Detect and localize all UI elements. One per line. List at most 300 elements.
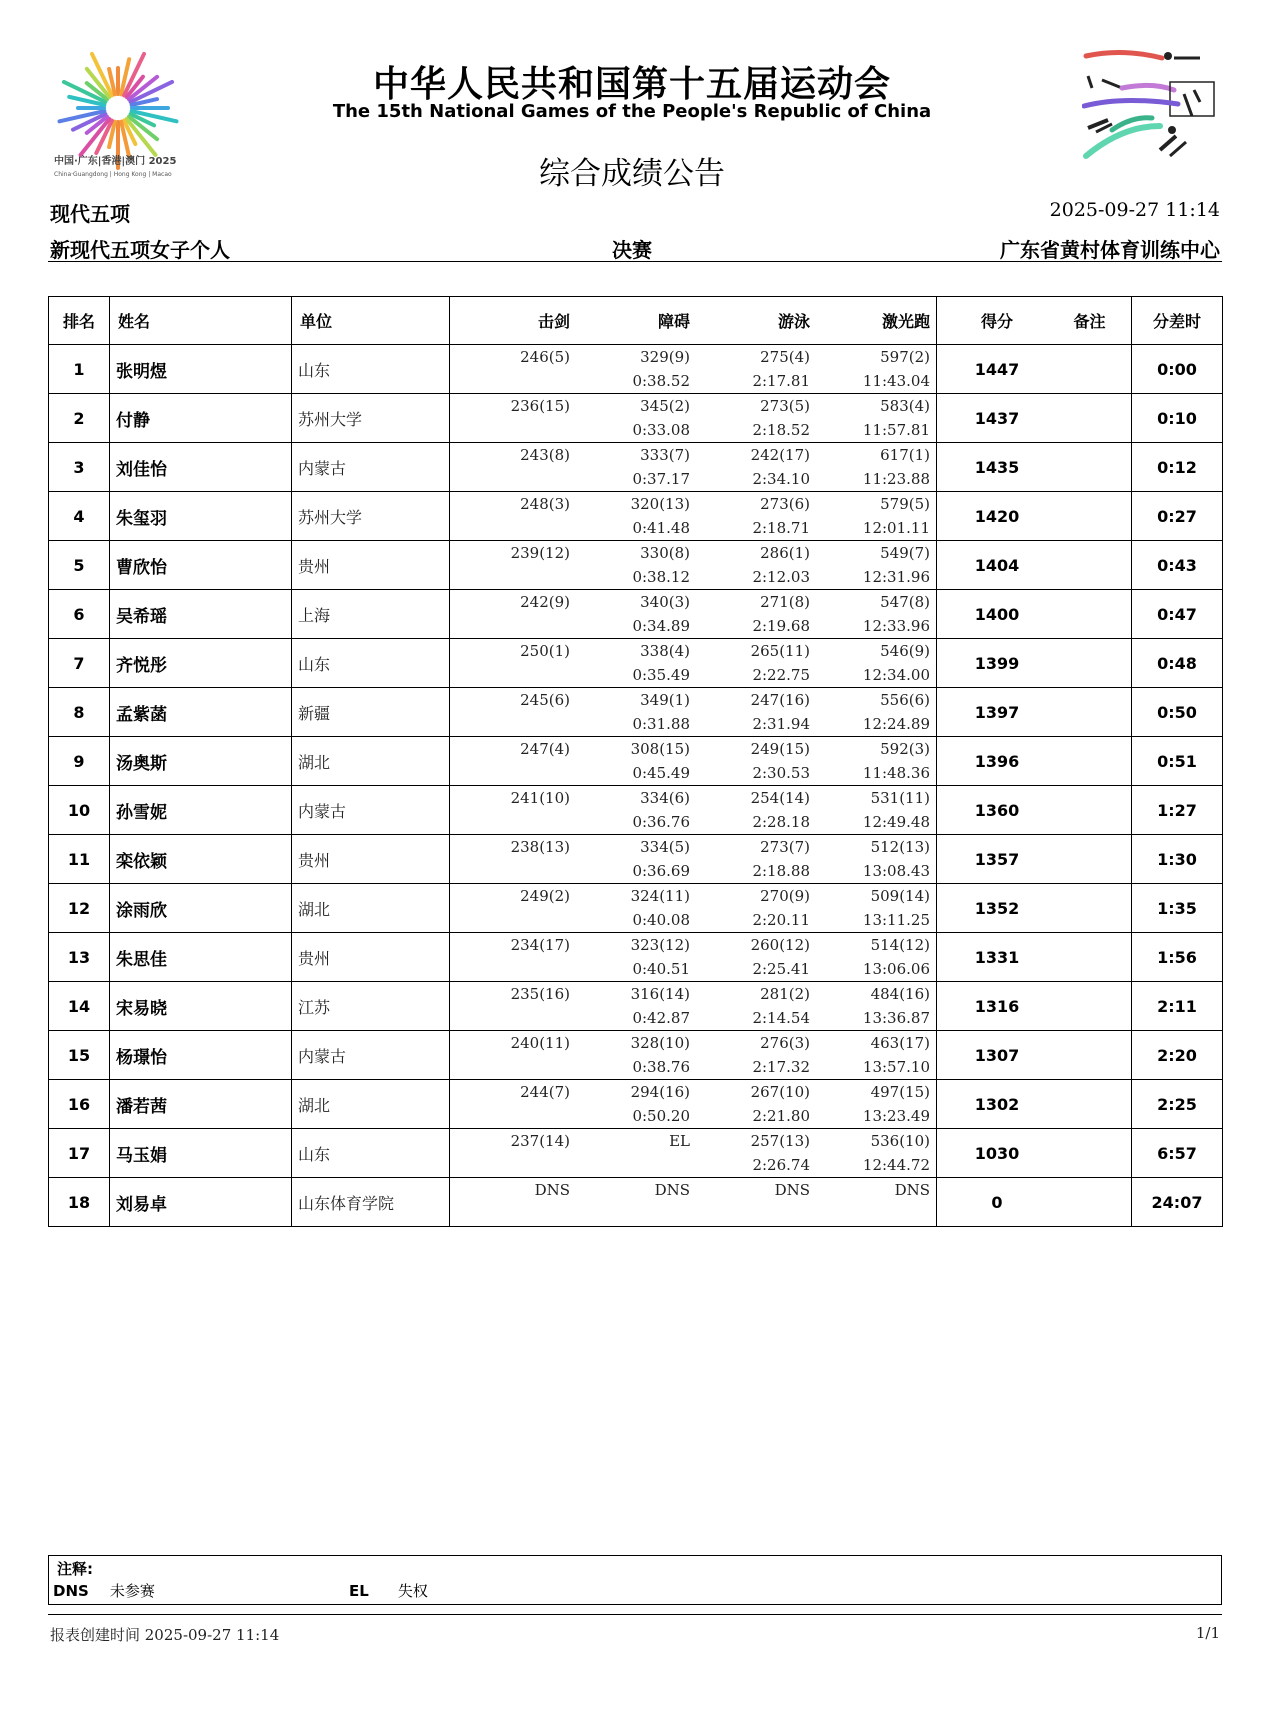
rank-cell: 17 — [49, 1129, 110, 1178]
swim-time — [690, 1202, 810, 1226]
swim-score — [690, 394, 810, 442]
laser-run-points: 617(1) — [880, 446, 930, 464]
laser-run-time: 12:33.96 — [862, 617, 930, 635]
remark — [1057, 458, 1122, 477]
time-gap: 6:57 — [1132, 1129, 1223, 1178]
discipline-scores — [450, 786, 937, 835]
laser-run-time: 12:44.72 — [862, 1156, 930, 1174]
obstacle-score — [570, 492, 690, 540]
swim-score — [690, 786, 810, 834]
total-points: 1357 — [974, 849, 1020, 869]
remark — [1057, 654, 1122, 673]
event-name: 新现代五项女子个人 — [50, 238, 230, 262]
laser-run-points: 484(16) — [870, 985, 930, 1003]
swim-time: 2:31.94 — [752, 715, 810, 733]
obstacle-score — [570, 688, 690, 736]
laser-run-points: 597(2) — [880, 348, 930, 366]
discipline-scores — [450, 1080, 937, 1129]
swim-time: 2:34.10 — [752, 470, 810, 488]
athlete-name: 栾依颖 — [110, 835, 292, 884]
swim-time: 2:14.54 — [752, 1009, 810, 1027]
time-gap: 0:12 — [1132, 443, 1223, 492]
obstacle-score — [570, 443, 690, 491]
laser-run-time: 12:49.48 — [862, 813, 930, 831]
notes-box — [48, 1555, 1222, 1605]
obstacle-score — [570, 639, 690, 687]
table-row — [49, 394, 1223, 443]
obstacle-time: 0:37.17 — [632, 470, 690, 488]
rank-cell: 12 — [49, 884, 110, 933]
laser-run-score — [810, 1178, 930, 1226]
time-gap: 0:51 — [1132, 737, 1223, 786]
obstacle-points: 340(3) — [640, 593, 690, 611]
total-points: 1404 — [974, 555, 1020, 575]
athlete-unit: 江苏 — [292, 982, 450, 1031]
rank-cell: 18 — [49, 1178, 110, 1227]
laser-run-time: 13:57.10 — [862, 1058, 930, 1076]
swim-time: 2:22.75 — [752, 666, 810, 684]
laser-run-time: 12:01.11 — [862, 519, 930, 537]
swim-points: 275(4) — [760, 348, 810, 366]
total-points: 1307 — [974, 1045, 1020, 1065]
laser-run-score — [810, 1080, 930, 1128]
laser-run-points: 547(8) — [880, 593, 930, 611]
total-points: 1420 — [974, 506, 1020, 526]
swim-points: 273(7) — [760, 838, 810, 856]
fencing-points: 244(7) — [520, 1083, 570, 1101]
obstacle-points: 334(6) — [640, 789, 690, 807]
athlete-name: 潘若茜 — [110, 1080, 292, 1129]
swim-points: 254(14) — [750, 789, 810, 807]
fencing-score — [450, 933, 570, 981]
fencing-score — [450, 345, 570, 393]
obstacle-points: 320(13) — [630, 495, 690, 513]
remark — [1057, 507, 1122, 526]
points-remark-cell — [937, 639, 1132, 688]
swim-points: 270(9) — [760, 887, 810, 905]
table-row — [49, 884, 1223, 933]
table-row — [49, 688, 1223, 737]
points-remark-cell — [937, 786, 1132, 835]
laser-run-points: 536(10) — [870, 1132, 930, 1150]
obstacle-time: 0:42.87 — [632, 1009, 690, 1027]
fencing-points: 248(3) — [520, 495, 570, 513]
swim-points: 271(8) — [760, 593, 810, 611]
fencing-score — [450, 443, 570, 491]
remark — [1057, 997, 1122, 1016]
remark — [1057, 752, 1122, 771]
swim-points: 276(3) — [760, 1034, 810, 1052]
discipline-scores — [450, 345, 937, 394]
swim-time: 2:18.71 — [752, 519, 810, 537]
time-gap: 0:47 — [1132, 590, 1223, 639]
table-row — [49, 1080, 1223, 1129]
table-row — [49, 541, 1223, 590]
fencing-score — [450, 1129, 570, 1177]
remark — [1057, 605, 1122, 624]
games-title-cn: 中华人民共和国第十五届运动会 — [372, 64, 891, 105]
time-gap: 1:27 — [1132, 786, 1223, 835]
points-remark-cell — [937, 1129, 1132, 1178]
athlete-name: 朱玺羽 — [110, 492, 292, 541]
athlete-unit: 苏州大学 — [292, 394, 450, 443]
obstacle-score — [570, 541, 690, 589]
laser-run-points: 514(12) — [870, 936, 930, 954]
laser-run-score — [810, 1129, 930, 1177]
swim-score — [690, 933, 810, 981]
athlete-name: 孙雪妮 — [110, 786, 292, 835]
laser-run-points: DNS — [894, 1181, 930, 1199]
time-gap: 2:11 — [1132, 982, 1223, 1031]
fencing-score — [450, 639, 570, 687]
obstacle-time: 0:45.49 — [632, 764, 690, 782]
fencing-points: 247(4) — [520, 740, 570, 758]
note-item-dns — [53, 1580, 155, 1601]
obstacle-points: 333(7) — [640, 446, 690, 464]
note-item-el — [349, 1580, 428, 1601]
col-header-rank: 排名 — [49, 297, 110, 345]
swim-score — [690, 884, 810, 932]
laser-run-score — [810, 835, 930, 883]
rank-cell: 3 — [49, 443, 110, 492]
col-header-points-remark — [937, 297, 1132, 345]
points-remark-cell — [937, 1031, 1132, 1080]
time-gap: 1:30 — [1132, 835, 1223, 884]
table-row — [49, 590, 1223, 639]
swim-time: 2:19.68 — [752, 617, 810, 635]
fencing-score — [450, 982, 570, 1030]
rank-cell: 6 — [49, 590, 110, 639]
discipline-scores — [450, 394, 937, 443]
laser-run-score — [810, 1031, 930, 1079]
fencing-score — [450, 786, 570, 834]
table-row — [49, 982, 1223, 1031]
swim-points: 260(12) — [750, 936, 810, 954]
logo-text: 中国·广东|香港|澳门 2025 — [54, 156, 177, 167]
laser-run-points: 509(14) — [870, 887, 930, 905]
laser-run-points: 512(13) — [870, 838, 930, 856]
athlete-unit: 内蒙古 — [292, 786, 450, 835]
logo-subtext: China·Guangdong | Hong Kong | Macao — [54, 171, 172, 178]
athlete-unit: 苏州大学 — [292, 492, 450, 541]
points-remark-cell — [937, 982, 1132, 1031]
obstacle-time — [570, 1202, 690, 1226]
swim-score — [690, 1129, 810, 1177]
obstacle-time: 0:38.76 — [632, 1058, 690, 1076]
laser-run-points: 463(17) — [870, 1034, 930, 1052]
swim-points: 273(5) — [760, 397, 810, 415]
col-header-unit: 单位 — [292, 297, 450, 345]
total-points: 1400 — [974, 604, 1020, 624]
total-points: 1302 — [974, 1094, 1020, 1114]
points-remark-cell — [937, 1178, 1132, 1227]
report-title: 综合成绩公告 — [539, 156, 725, 192]
discipline-scores — [450, 1178, 937, 1227]
swim-score — [690, 443, 810, 491]
col-header-obstacle: 障碍 — [657, 312, 690, 331]
laser-run-time: 13:36.87 — [862, 1009, 930, 1027]
total-points: 1030 — [974, 1143, 1020, 1163]
points-remark-cell — [937, 345, 1132, 394]
points-remark-cell — [937, 1080, 1132, 1129]
remark — [1057, 850, 1122, 869]
time-gap: 2:25 — [1132, 1080, 1223, 1129]
rank-cell: 15 — [49, 1031, 110, 1080]
fencing-score — [450, 835, 570, 883]
table-row — [49, 786, 1223, 835]
athlete-unit: 山东 — [292, 345, 450, 394]
obstacle-time: 0:33.08 — [632, 421, 690, 439]
athlete-name: 曹欣怡 — [110, 541, 292, 590]
total-points: 0 — [991, 1192, 1003, 1212]
points-remark-cell — [937, 590, 1132, 639]
swim-score — [690, 1178, 810, 1226]
laser-run-time: 13:11.25 — [862, 911, 930, 929]
laser-run-time — [810, 1202, 930, 1226]
discipline-scores — [450, 688, 937, 737]
rank-cell: 9 — [49, 737, 110, 786]
obstacle-time: 0:38.52 — [632, 372, 690, 390]
note-code: EL — [349, 1582, 369, 1600]
swim-points: DNS — [774, 1181, 810, 1199]
discipline-scores — [450, 492, 937, 541]
discipline-scores — [450, 884, 937, 933]
footer-divider — [48, 1614, 1222, 1615]
obstacle-points: 345(2) — [640, 397, 690, 415]
laser-run-score — [810, 492, 930, 540]
swim-time: 2:18.88 — [752, 862, 810, 880]
athlete-name: 孟紫菡 — [110, 688, 292, 737]
remark — [1057, 556, 1122, 575]
discipline-scores — [450, 443, 937, 492]
total-points: 1331 — [974, 947, 1020, 967]
obstacle-score — [570, 345, 690, 393]
athlete-unit: 山东 — [292, 639, 450, 688]
total-points: 1397 — [974, 702, 1020, 722]
table-row — [49, 933, 1223, 982]
laser-run-points: 556(6) — [880, 691, 930, 709]
swim-points: 273(6) — [760, 495, 810, 513]
points-remark-cell — [937, 835, 1132, 884]
obstacle-points: 328(10) — [630, 1034, 690, 1052]
obstacle-score — [570, 982, 690, 1030]
notes-title: 注释: — [57, 1560, 93, 1578]
table-row — [49, 1178, 1223, 1227]
obstacle-time: 0:35.49 — [632, 666, 690, 684]
total-points: 1396 — [974, 751, 1020, 771]
fencing-points: 245(6) — [520, 691, 570, 709]
obstacle-points: DNS — [654, 1181, 690, 1199]
swim-score — [690, 639, 810, 687]
swim-points: 242(17) — [750, 446, 810, 464]
obstacle-points: 330(8) — [640, 544, 690, 562]
swim-points: 267(10) — [750, 1083, 810, 1101]
obstacle-score — [570, 590, 690, 638]
fencing-points: 236(15) — [510, 397, 570, 415]
note-code: DNS — [53, 1582, 89, 1600]
fencing-score — [450, 1031, 570, 1079]
obstacle-time: 0:50.20 — [632, 1107, 690, 1125]
obstacle-score — [570, 1129, 690, 1177]
obstacle-score — [570, 737, 690, 785]
swim-points: 265(11) — [750, 642, 810, 660]
swim-time: 2:18.52 — [752, 421, 810, 439]
report-datetime: 2025-09-27 11:14 — [1049, 199, 1220, 221]
header-divider — [48, 261, 1222, 262]
col-header-fencing: 击剑 — [537, 312, 570, 331]
swim-score — [690, 590, 810, 638]
obstacle-points: 338(4) — [640, 642, 690, 660]
obstacle-score — [570, 884, 690, 932]
swim-points: 249(15) — [750, 740, 810, 758]
athlete-name: 汤奥斯 — [110, 737, 292, 786]
points-remark-cell — [937, 394, 1132, 443]
athlete-unit: 内蒙古 — [292, 1031, 450, 1080]
discipline-scores — [450, 835, 937, 884]
remark — [1057, 899, 1122, 918]
obstacle-score — [570, 933, 690, 981]
note-desc: 失权 — [397, 1582, 428, 1600]
event-phase: 决赛 — [612, 238, 652, 262]
table-row — [49, 1129, 1223, 1178]
remark — [1057, 360, 1122, 379]
points-remark-cell — [937, 492, 1132, 541]
rank-cell: 2 — [49, 394, 110, 443]
fencing-score — [450, 737, 570, 785]
discipline-scores — [450, 541, 937, 590]
athlete-name: 吴希瑶 — [110, 590, 292, 639]
swim-score — [690, 1031, 810, 1079]
time-gap: 2:20 — [1132, 1031, 1223, 1080]
swim-points: 257(13) — [750, 1132, 810, 1150]
swim-score — [690, 737, 810, 785]
athlete-unit: 山东 — [292, 1129, 450, 1178]
swim-points: 247(16) — [750, 691, 810, 709]
total-points: 1316 — [974, 996, 1020, 1016]
laser-run-time: 11:57.81 — [862, 421, 930, 439]
total-points: 1399 — [974, 653, 1020, 673]
obstacle-points: 324(11) — [630, 887, 690, 905]
fencing-points: 239(12) — [510, 544, 570, 562]
swim-score — [690, 1080, 810, 1128]
swim-score — [690, 541, 810, 589]
swim-points: 281(2) — [760, 985, 810, 1003]
laser-run-score — [810, 786, 930, 834]
laser-run-score — [810, 737, 930, 785]
rank-cell: 4 — [49, 492, 110, 541]
time-gap: 24:07 — [1132, 1178, 1223, 1227]
fencing-points: 238(13) — [510, 838, 570, 856]
obstacle-time: 0:36.69 — [632, 862, 690, 880]
remark — [1057, 801, 1122, 820]
rank-cell: 8 — [49, 688, 110, 737]
athlete-unit: 山东体育学院 — [292, 1178, 450, 1227]
swim-time: 2:28.18 — [752, 813, 810, 831]
obstacle-score — [570, 394, 690, 442]
obstacle-time: 0:40.51 — [632, 960, 690, 978]
col-header-gap: 分差时 — [1132, 297, 1223, 345]
time-gap: 1:56 — [1132, 933, 1223, 982]
discipline-scores — [450, 737, 937, 786]
footer-created-time: 报表创建时间 2025-09-27 11:14 — [50, 1626, 280, 1644]
laser-run-time: 11:43.04 — [862, 372, 930, 390]
fencing-points: 246(5) — [520, 348, 570, 366]
laser-run-points: 546(9) — [880, 642, 930, 660]
obstacle-time: 0:34.89 — [632, 617, 690, 635]
athlete-name: 付静 — [110, 394, 292, 443]
games-title-en: The 15th National Games of the People's Republic of China — [332, 101, 932, 122]
col-header-name: 姓名 — [110, 297, 292, 345]
points-remark-cell — [937, 443, 1132, 492]
fencing-points: 243(8) — [520, 446, 570, 464]
rank-cell: 14 — [49, 982, 110, 1031]
laser-run-time: 12:24.89 — [862, 715, 930, 733]
athlete-unit: 新疆 — [292, 688, 450, 737]
laser-run-time: 12:34.00 — [862, 666, 930, 684]
points-remark-cell — [937, 737, 1132, 786]
laser-run-score — [810, 345, 930, 393]
laser-run-points: 497(15) — [870, 1083, 930, 1101]
venue-name: 广东省黄村体育训练中心 — [1000, 238, 1220, 262]
remark — [1057, 409, 1122, 428]
obstacle-points: 334(5) — [640, 838, 690, 856]
rank-cell: 10 — [49, 786, 110, 835]
obstacle-score — [570, 786, 690, 834]
laser-run-score — [810, 590, 930, 638]
fencing-points: 234(17) — [510, 936, 570, 954]
laser-run-points: 579(5) — [880, 495, 930, 513]
athlete-name: 刘佳怡 — [110, 443, 292, 492]
laser-run-score — [810, 541, 930, 589]
obstacle-time: 0:38.12 — [632, 568, 690, 586]
points-remark-cell — [937, 884, 1132, 933]
discipline-scores — [450, 982, 937, 1031]
obstacle-time — [570, 1153, 690, 1177]
table-header-row — [49, 297, 1223, 345]
athlete-name: 宋易晓 — [110, 982, 292, 1031]
athlete-unit: 湖北 — [292, 1080, 450, 1129]
obstacle-score — [570, 1031, 690, 1079]
athlete-name: 杨璟怡 — [110, 1031, 292, 1080]
swim-time: 2:17.81 — [752, 372, 810, 390]
fencing-points: 241(10) — [510, 789, 570, 807]
fencing-score — [450, 1080, 570, 1128]
fencing-points: 250(1) — [520, 642, 570, 660]
remark — [1057, 1046, 1122, 1065]
fencing-score — [450, 492, 570, 540]
obstacle-score — [570, 1178, 690, 1226]
remark — [1057, 703, 1122, 722]
swim-time: 2:21.80 — [752, 1107, 810, 1125]
laser-run-time: 11:48.36 — [862, 764, 930, 782]
time-gap: 0:00 — [1132, 345, 1223, 394]
note-desc: 未参赛 — [109, 1582, 155, 1600]
obstacle-time: 0:40.08 — [632, 911, 690, 929]
fencing-score — [450, 884, 570, 932]
athlete-name: 张明煜 — [110, 345, 292, 394]
laser-run-score — [810, 639, 930, 687]
remark — [1057, 1144, 1122, 1163]
obstacle-points: 294(16) — [630, 1083, 690, 1101]
laser-run-score — [810, 982, 930, 1030]
table-row — [49, 443, 1223, 492]
laser-run-score — [810, 688, 930, 736]
swim-time: 2:12.03 — [752, 568, 810, 586]
obstacle-time: 0:31.88 — [632, 715, 690, 733]
col-header-laser-run: 激光跑 — [881, 312, 930, 331]
obstacle-time: 0:36.76 — [632, 813, 690, 831]
results-table — [48, 296, 1223, 1227]
